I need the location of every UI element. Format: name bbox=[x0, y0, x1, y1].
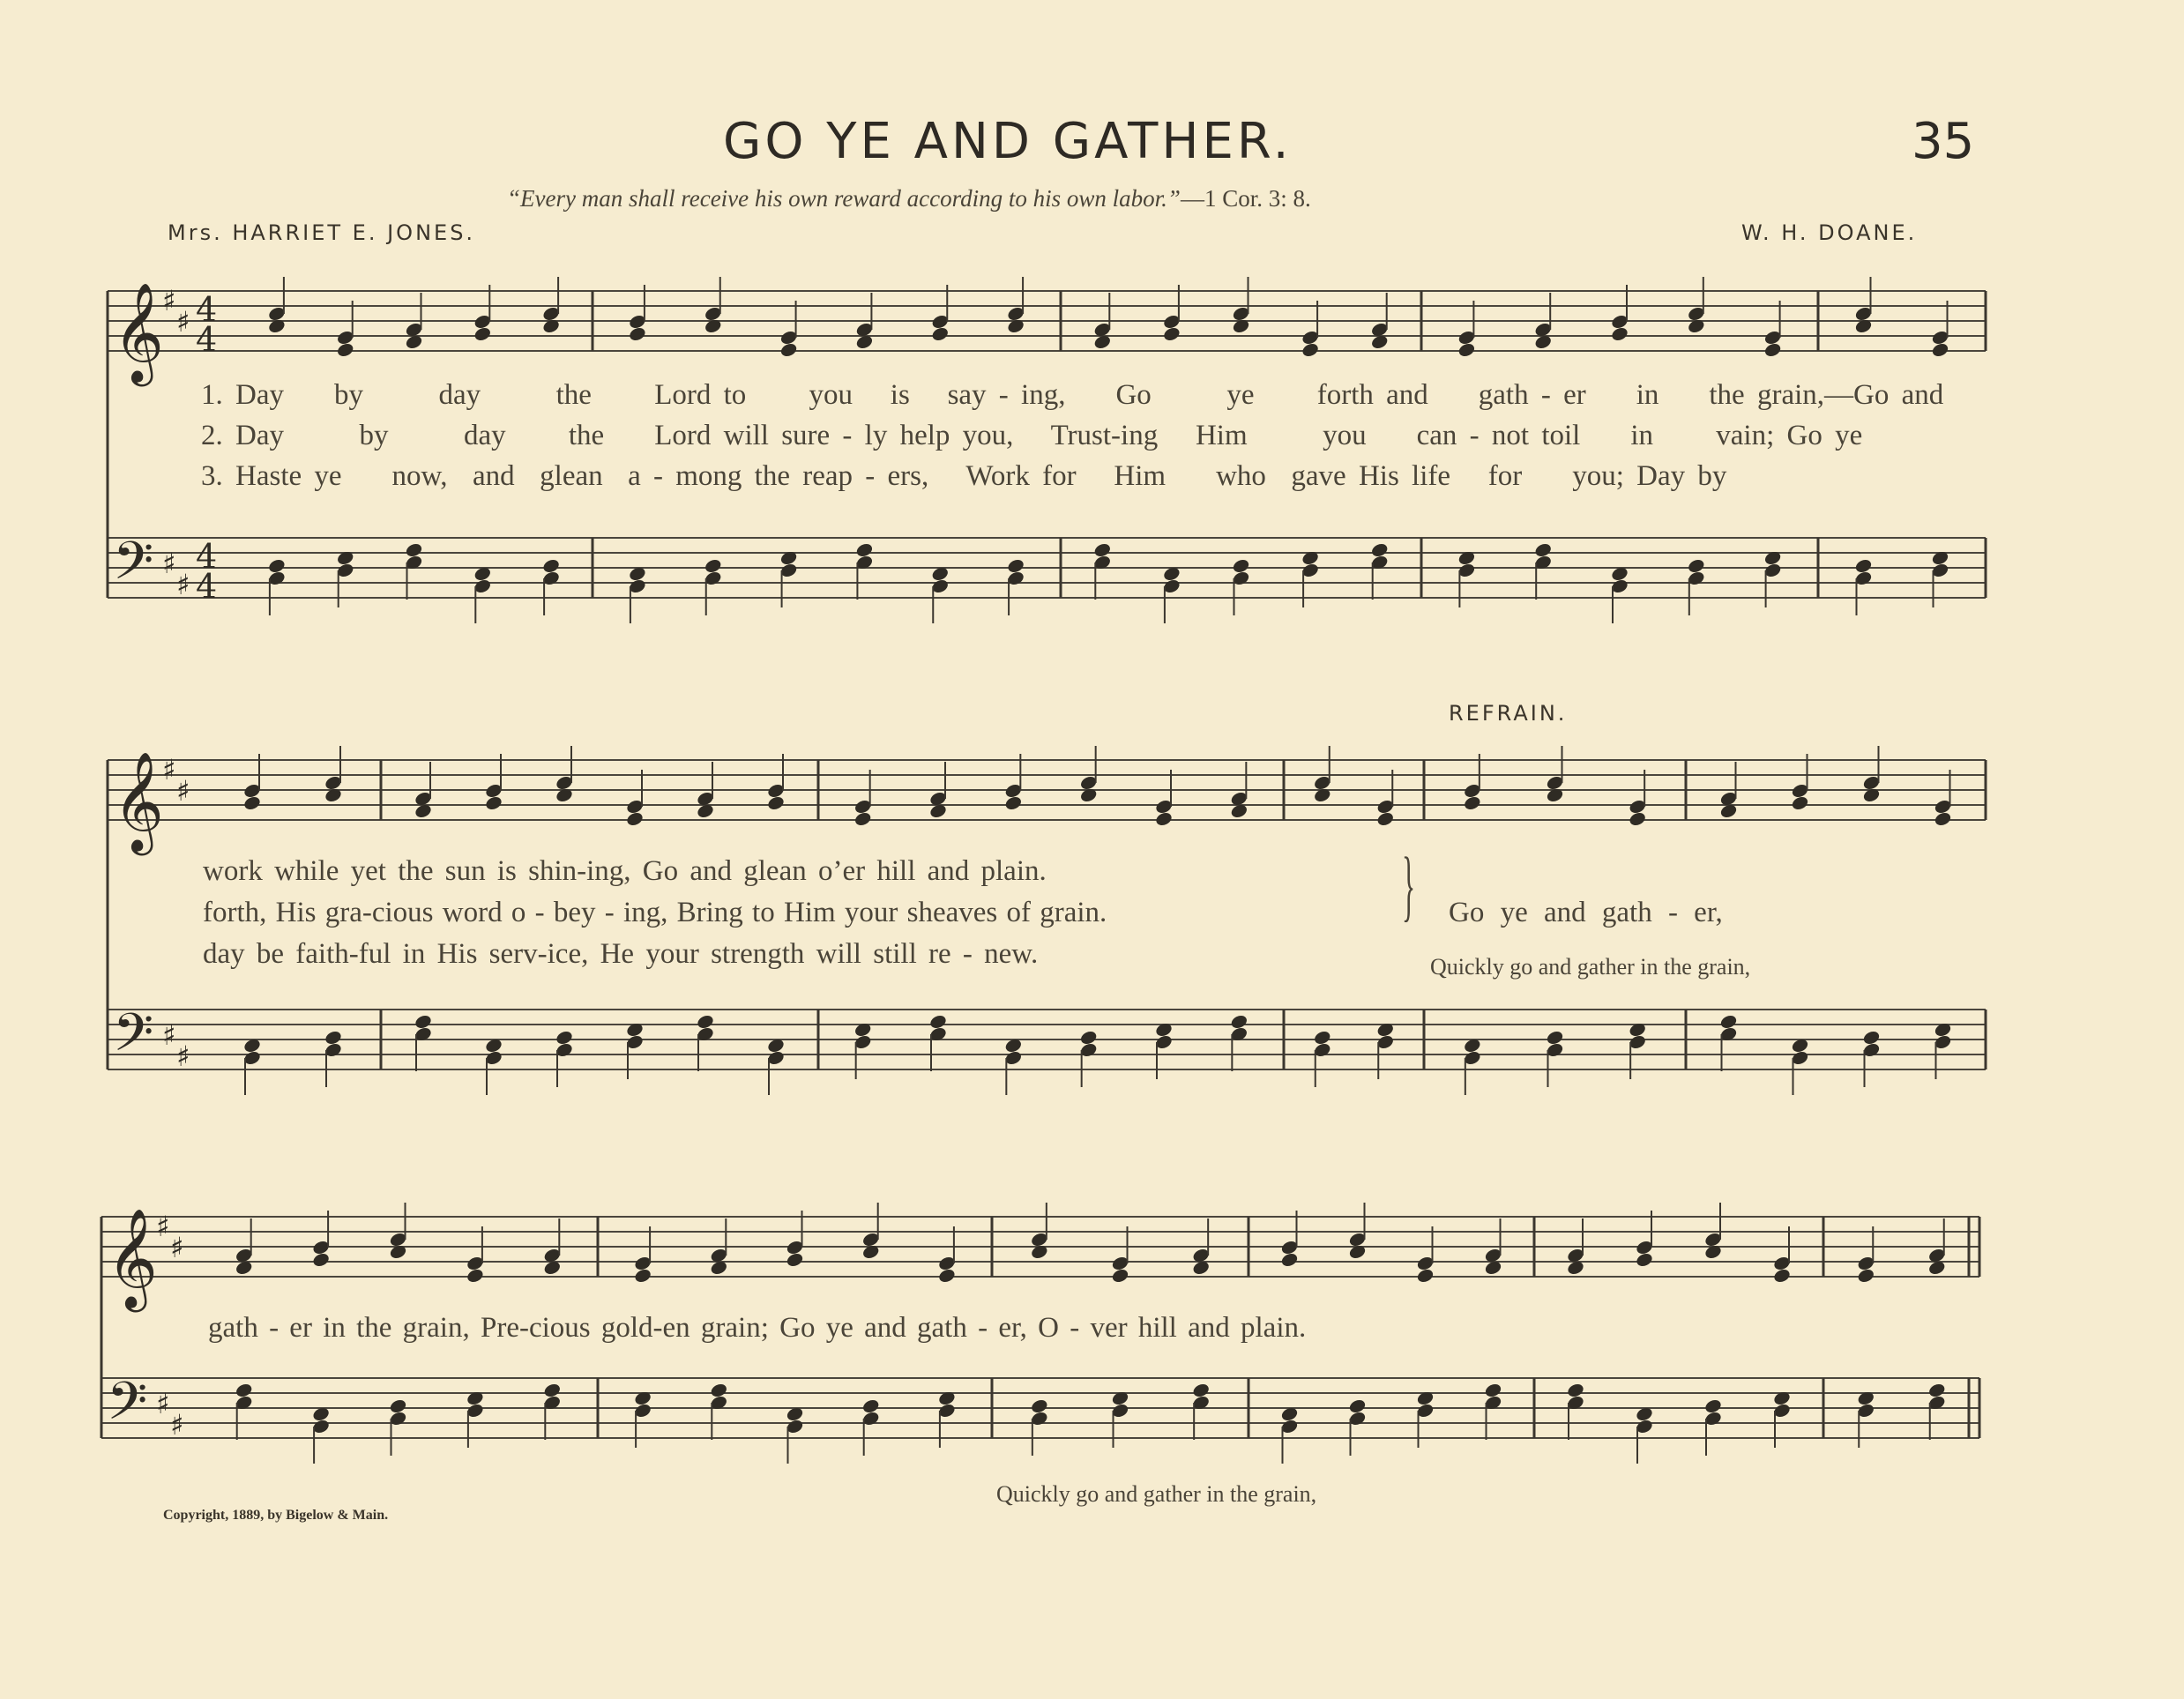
note-head bbox=[853, 810, 873, 827]
note-head bbox=[779, 341, 799, 358]
note-head bbox=[1628, 810, 1647, 827]
time-signature: 4 bbox=[196, 320, 218, 359]
page-number: 35 bbox=[1912, 113, 1975, 170]
sharp-icon: ♯ bbox=[176, 305, 190, 339]
note-head bbox=[1703, 1397, 1723, 1414]
note-head bbox=[1301, 341, 1320, 358]
refrain-bass-words: Quickly go and gather in the grain, bbox=[1430, 954, 1751, 980]
note-head bbox=[1003, 794, 1023, 811]
note-head bbox=[1079, 1029, 1099, 1046]
note-head bbox=[1162, 325, 1181, 342]
sharp-icon: ♯ bbox=[162, 547, 176, 580]
verse-2-line-2: forth, His gra-cious word o - bey - ing, Bring to Him your sheaves of grain. bbox=[203, 897, 1107, 928]
note-head bbox=[1927, 1382, 1947, 1398]
note-head bbox=[1457, 341, 1476, 358]
note-head bbox=[928, 1013, 948, 1030]
refrain-words: Go ye and gath - er, bbox=[1449, 897, 1723, 928]
note-head bbox=[235, 1382, 254, 1398]
note-head bbox=[1348, 1397, 1368, 1414]
note-head bbox=[1191, 1382, 1211, 1398]
sharp-icon: ♯ bbox=[156, 1210, 170, 1243]
note-head bbox=[1463, 794, 1482, 811]
sharp-icon: ♯ bbox=[162, 753, 176, 786]
lyricist-credit: Mrs. HARRIET E. JONES. bbox=[168, 220, 476, 245]
note-head bbox=[1232, 557, 1251, 574]
note-head bbox=[1533, 541, 1553, 558]
note-head bbox=[1772, 1267, 1792, 1284]
bass-clef-icon: 𝄢 bbox=[107, 1370, 148, 1444]
note-head bbox=[633, 1267, 652, 1284]
note-head bbox=[311, 1251, 331, 1268]
verse-1-line-2: work while yet the sun is shin-ing, Go and glean o’er hill and plain. bbox=[203, 855, 1047, 887]
note-head bbox=[1092, 541, 1112, 558]
note-head bbox=[405, 541, 424, 558]
note-head bbox=[628, 325, 647, 342]
refrain-label: REFRAIN. bbox=[1449, 701, 1568, 726]
sharp-icon: ♯ bbox=[170, 1408, 184, 1442]
verse-3-line-2: day be faith-ful in His serv-ice, He your strength will still re - new. bbox=[203, 938, 1039, 970]
bass-clef-icon: 𝄢 bbox=[113, 530, 154, 604]
note-head bbox=[555, 1029, 574, 1046]
note-head bbox=[1370, 541, 1390, 558]
time-signature: 4 bbox=[196, 290, 218, 329]
sharp-icon: ♯ bbox=[176, 1040, 190, 1073]
bass-clef-icon: 𝄢 bbox=[113, 1002, 154, 1076]
note-head bbox=[1635, 1251, 1654, 1268]
note-head bbox=[1687, 557, 1706, 574]
note-head bbox=[930, 325, 950, 342]
note-head bbox=[855, 541, 875, 558]
note-head bbox=[1313, 1029, 1332, 1046]
note-head bbox=[1856, 1267, 1875, 1284]
treble-clef-icon: 𝄞 bbox=[107, 1208, 158, 1308]
sharp-icon: ♯ bbox=[162, 284, 176, 317]
sharp-icon: ♯ bbox=[176, 568, 190, 601]
note-head bbox=[1610, 325, 1629, 342]
treble-clef-icon: 𝄞 bbox=[113, 751, 164, 852]
note-head bbox=[267, 557, 287, 574]
note-head bbox=[1546, 1029, 1565, 1046]
note-head bbox=[1006, 557, 1025, 574]
note-head bbox=[1484, 1382, 1503, 1398]
note-head bbox=[1154, 810, 1174, 827]
note-head bbox=[1229, 1013, 1249, 1030]
refrain-line-2: gath - er in the grain, Pre-cious gold-en grain; Go ye and gath - er, O - ver hill and plain. bbox=[208, 1312, 1307, 1344]
note-head bbox=[1934, 810, 1953, 827]
note-head bbox=[1854, 557, 1874, 574]
copyright-notice: Copyright, 1889, by Bigelow & Main. bbox=[163, 1508, 389, 1523]
sharp-icon: ♯ bbox=[162, 1018, 176, 1052]
note-head bbox=[542, 1382, 562, 1398]
note-head bbox=[709, 1382, 728, 1398]
note-head bbox=[625, 810, 645, 827]
sharp-icon: ♯ bbox=[156, 1387, 170, 1420]
note-head bbox=[1931, 341, 1950, 358]
note-head bbox=[1375, 810, 1395, 827]
epigraph-text: “Every man shall receive his own reward according to his own labor.” bbox=[507, 185, 1181, 212]
note-head bbox=[389, 1397, 408, 1414]
note-head bbox=[1719, 1013, 1739, 1030]
note-head bbox=[466, 1267, 485, 1284]
note-head bbox=[1416, 1267, 1435, 1284]
sharp-icon: ♯ bbox=[170, 1231, 184, 1264]
note-head bbox=[861, 1397, 881, 1414]
treble-clef-icon: 𝄞 bbox=[113, 282, 164, 383]
note-head bbox=[766, 794, 786, 811]
refrain-bass-words-2: Quickly go and gather in the grain, bbox=[996, 1481, 1317, 1507]
note-head bbox=[1280, 1251, 1300, 1268]
time-signature: 4 bbox=[196, 537, 218, 576]
note-head bbox=[1111, 1267, 1130, 1284]
note-head bbox=[324, 1029, 343, 1046]
song-title: GO YE AND GATHER. bbox=[723, 113, 1293, 170]
note-head bbox=[937, 1267, 957, 1284]
verse-1-line-1: 1. Day by day the Lord to you is say - ing, Go ye forth and gath - er in the grain,—Go and bbox=[201, 379, 1944, 411]
note-head bbox=[1763, 341, 1783, 358]
verse-2-line-1: 2. Day by day the Lord will sure - ly help you, Trust-ing Him you can - not toil in vain; Go ye bbox=[201, 420, 1863, 451]
note-head bbox=[242, 794, 262, 811]
note-head bbox=[1862, 1029, 1882, 1046]
sharp-icon: ♯ bbox=[176, 774, 190, 808]
verse-3-line-1: 3. Haste ye now, and glean a - mong the reap - ers, Work for Him who gave His life for you; Day by bbox=[201, 460, 1727, 492]
note-head bbox=[1030, 1397, 1049, 1414]
note-head bbox=[336, 341, 355, 358]
epigraph-reference: —1 Cor. 3: 8. bbox=[1180, 185, 1311, 212]
note-head bbox=[786, 1251, 805, 1268]
note-head bbox=[414, 1013, 433, 1030]
note-head bbox=[473, 325, 492, 342]
composer-credit: W. H. DOANE. bbox=[1741, 220, 1918, 245]
note-head bbox=[1791, 794, 1810, 811]
note-head bbox=[541, 557, 561, 574]
note-head bbox=[484, 794, 503, 811]
time-signature: 4 bbox=[196, 567, 218, 606]
note-head bbox=[704, 557, 723, 574]
verse-brace: } bbox=[1402, 842, 1416, 929]
note-head bbox=[1566, 1382, 1585, 1398]
note-head bbox=[696, 1013, 715, 1030]
